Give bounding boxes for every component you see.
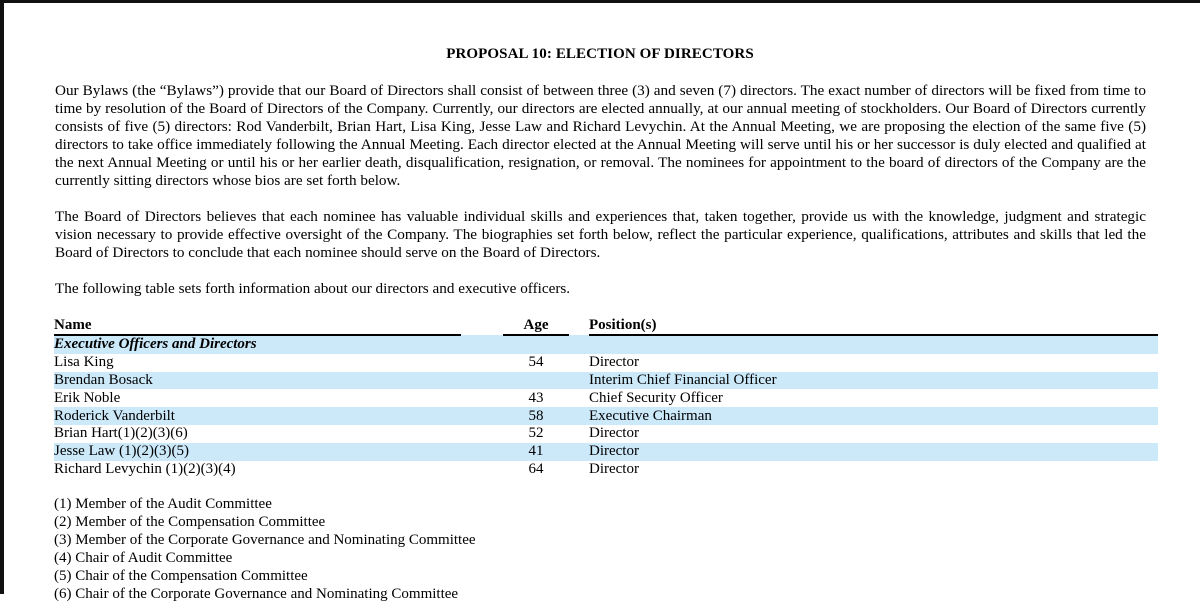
director-position: Interim Chief Financial Officer bbox=[589, 372, 1158, 390]
footnote: (1) Member of the Audit Committee bbox=[54, 496, 272, 512]
header-spacer bbox=[569, 316, 589, 335]
director-age: 54 bbox=[528, 354, 544, 371]
table-header-row bbox=[54, 316, 1158, 335]
director-position: Director bbox=[589, 425, 639, 442]
section-label: Executive Officers and Directors bbox=[54, 335, 1158, 354]
table-intro-paragraph: The following table sets forth information about our directors and executive officers. bbox=[55, 280, 571, 297]
director-name: Jesse Law (1)(2)(3)(5) bbox=[54, 443, 461, 461]
table-row bbox=[54, 461, 1158, 479]
page-top-border bbox=[0, 0, 1200, 3]
footnote: (4) Chair of Audit Committee bbox=[54, 549, 233, 566]
director-name: Lisa King bbox=[54, 354, 114, 371]
director-age: 41 bbox=[503, 443, 569, 461]
director-age: 64 bbox=[528, 460, 544, 477]
director-name: Brendan Bosack bbox=[54, 372, 461, 390]
director-age bbox=[503, 372, 569, 390]
column-header-position: Position(s) bbox=[589, 316, 1158, 335]
director-position: Director bbox=[589, 443, 1158, 461]
footnote: (6) Chair of the Corporate Governance and Nominating Committee bbox=[54, 585, 459, 602]
footnote: (5) Chair of the Compensation Committee bbox=[54, 567, 308, 584]
director-position: Executive Chairman bbox=[589, 407, 1158, 425]
table-row bbox=[54, 407, 1158, 425]
directors-table bbox=[54, 316, 1158, 478]
page-left-border bbox=[0, 0, 4, 594]
table-row bbox=[54, 425, 1158, 443]
column-header-age: Age bbox=[503, 316, 569, 335]
table-section-row bbox=[54, 335, 1158, 354]
table-row bbox=[54, 443, 1158, 461]
director-position: Director bbox=[589, 354, 639, 371]
director-name: Erik Noble bbox=[54, 389, 121, 406]
header-spacer bbox=[461, 316, 503, 335]
director-position: Chief Security Officer bbox=[589, 389, 723, 406]
table-row bbox=[54, 389, 1158, 407]
footnotes-list bbox=[54, 496, 476, 603]
footnote: (3) Member of the Corporate Governance and Nominating Committee bbox=[54, 531, 476, 548]
director-age: 43 bbox=[528, 389, 544, 406]
director-name: Brian Hart(1)(2)(3)(6) bbox=[54, 425, 188, 442]
director-name: Roderick Vanderbilt bbox=[54, 407, 461, 425]
board-beliefs-paragraph: The Board of Directors believes that each nominee has valuable individual skills and experiences that, taken together, provide us with the knowledge, judgment and strategic vision necessary to provide effective oversight of the Company. The biographies set forth below, reflect the particular experience, qualifications, attributes and skills that led the Board of Directors to conclude that each nominee should serve on the Board of Directors. bbox=[55, 208, 1146, 262]
page-title: PROPOSAL 10: ELECTION OF DIRECTORS bbox=[446, 46, 754, 62]
director-age: 58 bbox=[503, 407, 569, 425]
director-position: Director bbox=[589, 460, 639, 477]
director-name: Richard Levychin (1)(2)(3)(4) bbox=[54, 460, 236, 477]
director-age: 52 bbox=[528, 425, 544, 442]
footnote: (2) Member of the Compensation Committee bbox=[54, 513, 326, 530]
table-row bbox=[54, 372, 1158, 390]
bylaws-paragraph: Our Bylaws (the “Bylaws”) provide that our Board of Directors shall consist of between three (3) and seven (7) directors. The exact number of directors will be fixed from time to time by resolution of the Board of Directors of the Company. Currently, our directors are elected annually, at our annual meeting of stockholders. Our Board of Directors currently consists of five (5) directors: Rod Vanderbilt, Brian Hart, Lisa King, Jesse Law and Richard Levychin. At the Annual Meeting, we are proposing the election of the same five (5) directors to take office immediately following the Annual Meeting. Each director elected at the Annual Meeting will serve until his or her successor is duly elected and qualified at the next Annual Meeting or until his or her earlier death, disqualification, resignation, or removal. The nominees for appointment to the board of directors of the Company are the currently sitting directors whose bios are set forth below. bbox=[55, 82, 1146, 190]
table-row bbox=[54, 354, 1158, 372]
column-header-name: Name bbox=[54, 316, 461, 335]
